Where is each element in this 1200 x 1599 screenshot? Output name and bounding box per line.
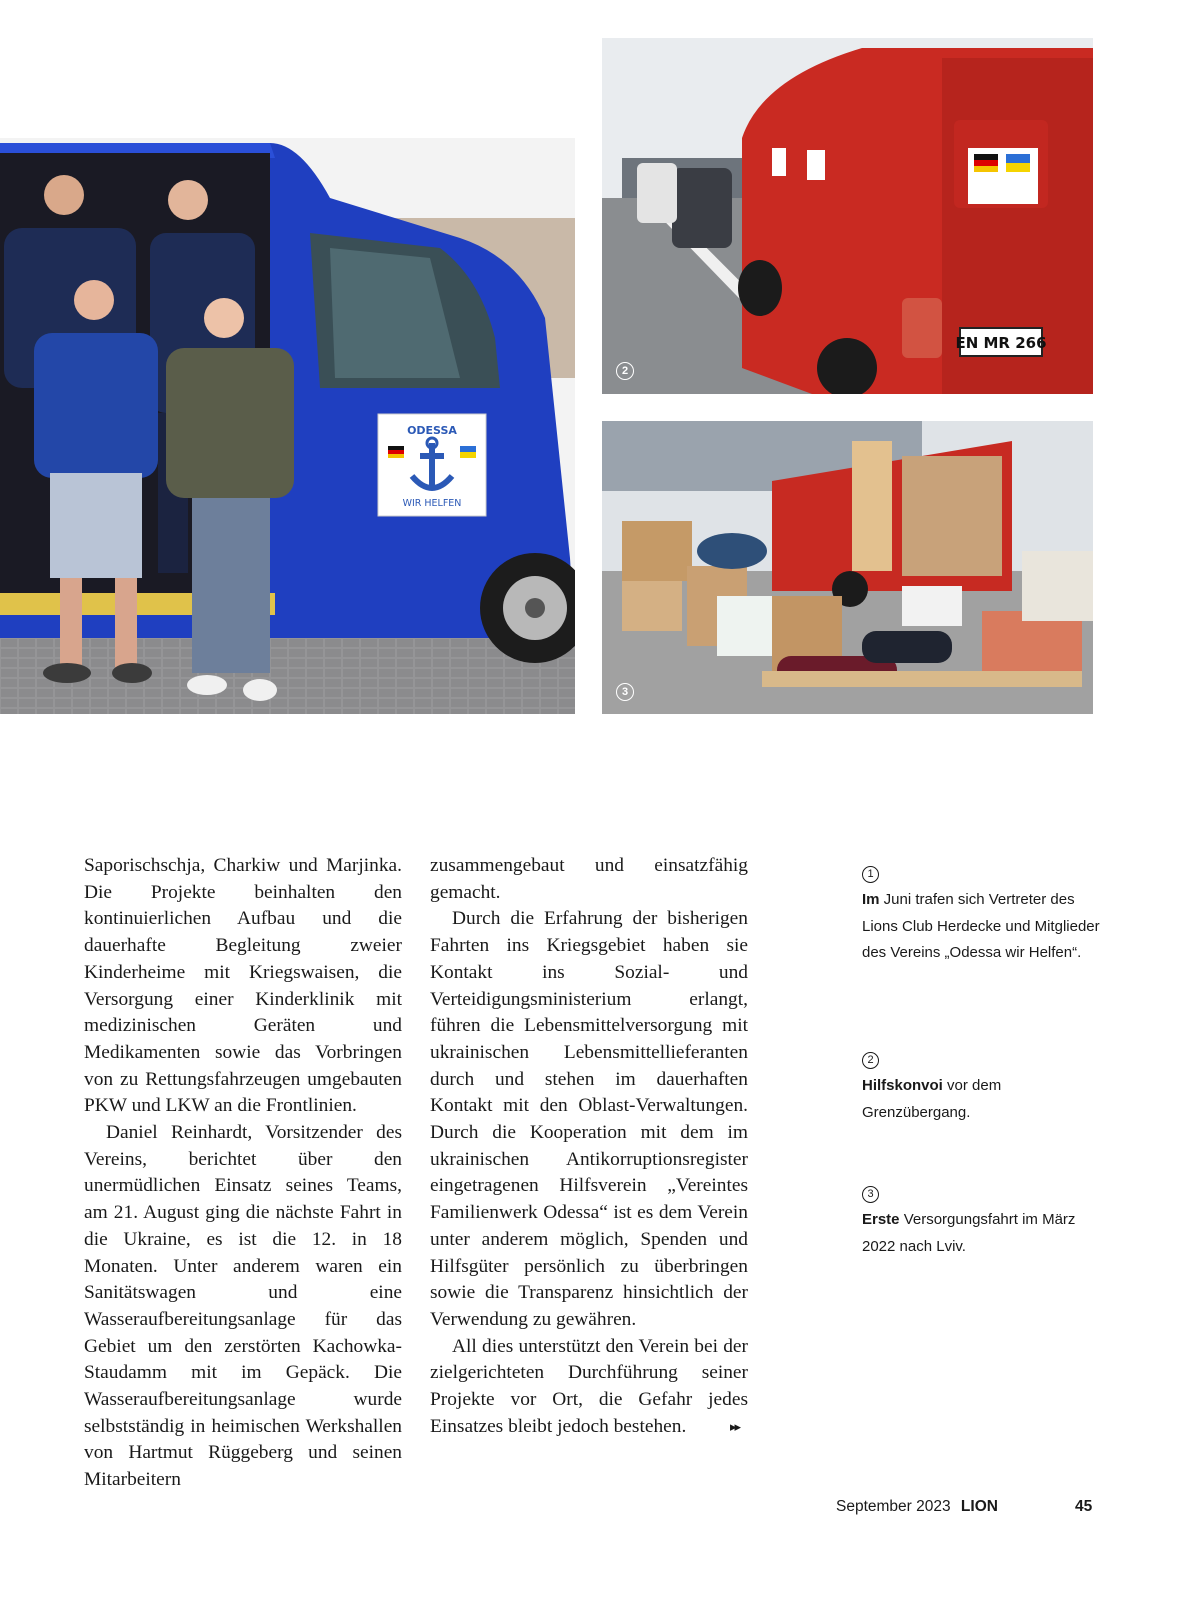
license-plate: EN MR 266 xyxy=(955,334,1047,352)
article-paragraph: Daniel Reinhardt, Vorsitzender des Vereins, berichtet über den unermüdlichen Einsatz seines Teams, am 21. August ging die nächste Fahrt in die Ukraine, es ist die 12. in 18 Monaten. Unter anderem waren ein Sanitätswagen und eine Wasseraufbereitungsanlage für das Gebiet um den zerstörten Kachowka-Staudamm mit im Gepäck. Die Wasseraufbereitungsanlage wurde selbstständig in heimischen Werkshallen von Hartmut Rüggeberg und seinen Mitarbeitern xyxy=(84,1122,402,1491)
footer-magazine: LION xyxy=(960,1498,998,1515)
article-column-2 xyxy=(430,853,748,1440)
caption-number: 3 xyxy=(862,1186,879,1203)
article-paragraph: zusammengebaut und einsatzfähig gemacht. xyxy=(430,855,748,903)
caption-number: 2 xyxy=(862,1052,879,1069)
article-paragraph: Saporischschja, Charkiw und Marjinka. Die Projekte beinhalten den kontinuierlichen Aufbau und die dauerhafte Begleitung zweier Kinderheime mit Kriegswaisen, die Versorgung einer Kinderklinik mit medizinischen Geräten und Medikamenten sowie das Vorbringen von zu Rettungsfahrzeugen umgebauten PKW und LKW an die Frontlinien. xyxy=(84,855,402,1117)
caption-2 xyxy=(862,1046,1102,1126)
article-column-1 xyxy=(84,853,402,1494)
caption-1 xyxy=(862,860,1102,967)
caption-text: Versorgungsfahrt im März 2022 nach Lviv. xyxy=(862,1211,1076,1255)
caption-lead: Erste xyxy=(862,1211,900,1228)
photo-convoy-red-van xyxy=(602,38,1093,394)
van-logo-subtitle: WIR HELFEN xyxy=(402,498,462,509)
footer xyxy=(836,1498,998,1516)
caption-number: 1 xyxy=(862,866,879,883)
page-number: 45 xyxy=(1075,1498,1093,1515)
photo-team-blue-van xyxy=(0,138,575,714)
photo-number-badge: 2 xyxy=(616,362,634,380)
article-paragraph: All dies unterstützt den Verein bei der zielgerichteten Durchführung seiner Projekte vor Ort, die Gefahr jedes Einsatzes bleibt jedoch bestehen. xyxy=(430,1335,748,1437)
caption-text: Juni trafen sich Vertreter des Lions Club Herdecke und Mitglieder des Vereins „Odessa wir Helfen“. xyxy=(862,891,1100,961)
van-logo-title: ODESSA xyxy=(407,424,457,437)
caption-3 xyxy=(862,1180,1102,1260)
photo-supplies xyxy=(602,421,1093,714)
caption-lead: Hilfskonvoi xyxy=(862,1077,943,1094)
caption-text: vor dem Grenzübergang. xyxy=(862,1077,1002,1121)
photo-number-badge: 3 xyxy=(616,683,634,701)
caption-lead: Im xyxy=(862,891,880,908)
footer-date: September 2023 xyxy=(836,1498,951,1515)
article-paragraph: Durch die Erfahrung der bisherigen Fahrten ins Kriegsgebiet haben sie Kontakt ins Sozial- und Verteidigungsministerium erlangt, führen die Lebensmittelversorgung mit ukrainischen Lebensmittellieferanten durch und stehen im dauerhaften Kontakt mit den Oblast-Verwaltungen. Durch die Kooperation mit dem im ukrainischen Antikorruptionsregister eingetragenen Hilfsverein „Vereintes Familienwerk Odessa“ ist es dem Verein unter anderem möglich, Spenden und Hilfsgüter persönlich zu überbringen sowie die Transparenz hinsichtlich der Verwendung zu gewähren. xyxy=(430,908,748,1330)
continue-marker: ▸▸ xyxy=(730,1420,740,1435)
